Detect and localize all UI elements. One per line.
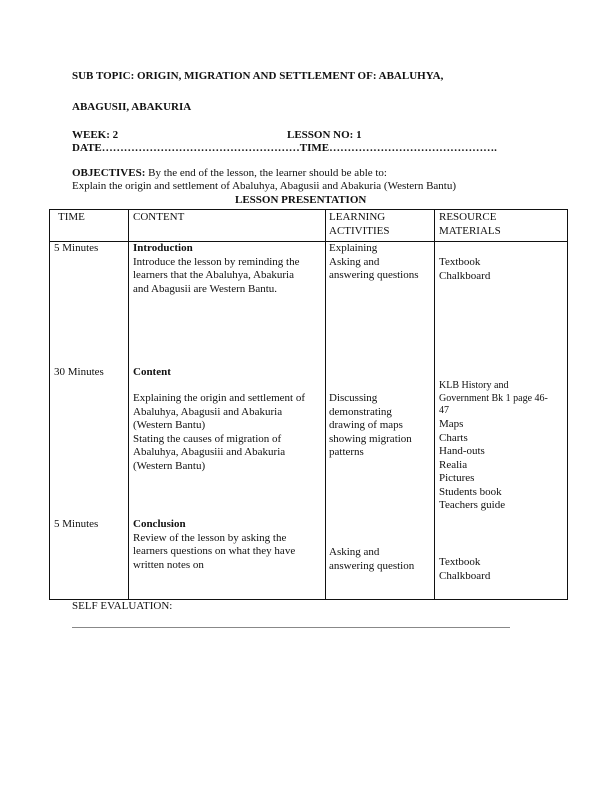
self-evaluation-label: SELF EVALUATION: (72, 600, 173, 612)
objectives-label: OBJECTIVES: (72, 167, 146, 179)
resource-line: Chalkboard (439, 569, 491, 582)
resource-line: Charts (439, 431, 468, 444)
resource-line: Government Bk 1 page 46- (439, 392, 548, 404)
activity-line: Asking and (329, 546, 380, 558)
row1-activities (329, 242, 419, 283)
presentation-title: LESSON PRESENTATION (235, 194, 367, 206)
row2-title: Content (133, 366, 171, 378)
subtopic-line2: ABAGUSII, ABAKURIA (72, 101, 192, 113)
lesson-no: LESSON NO: 1 (287, 129, 362, 141)
header-activities-2: ACTIVITIES (329, 225, 390, 237)
content-line: learners questions on what they have (133, 545, 296, 557)
row3-resources (439, 556, 490, 583)
activity-line: Discussing (329, 392, 378, 404)
content-line: Stating the causes of migration of (133, 432, 282, 445)
activity-line: Asking and (329, 255, 380, 268)
content-line: (Western Bantu) (133, 459, 206, 472)
row2-activities (329, 392, 412, 460)
row2-content (133, 392, 305, 473)
self-evaluation-line (72, 627, 510, 628)
row3-title: Conclusion (133, 518, 186, 530)
content-line: written notes on (133, 558, 204, 571)
header-time: TIME (58, 211, 85, 223)
row2-resources-book (439, 380, 548, 418)
resource-line: Maps (439, 418, 464, 430)
resource-line: Textbook (439, 256, 481, 268)
resource-line: Students book (439, 485, 502, 498)
header-resources-1: RESOURCE (439, 211, 497, 223)
row1-title: Introduction (133, 242, 193, 254)
activity-line: Explaining (329, 242, 378, 254)
objectives (72, 167, 387, 181)
resource-line: Textbook (439, 556, 481, 568)
header-resources-2: MATERIALS (439, 225, 501, 237)
objectives-text: By the end of the lesson, the learner should be able to: (145, 167, 387, 179)
content-line: Review of the lesson by asking the (133, 531, 287, 544)
subtopic-line1: SUB TOPIC: ORIGIN, MIGRATION AND SETTLEMENT OF: ABALUHYA, (72, 70, 444, 82)
content-line: and Abagusii are Western Bantu. (133, 282, 278, 295)
week: WEEK: 2 (72, 129, 119, 141)
activity-line: patterns (329, 446, 364, 458)
activity-line: answering questions (329, 269, 419, 281)
resource-line: 47 (439, 405, 449, 416)
resource-line: Hand-outs (439, 445, 485, 457)
activity-line: drawing of maps (329, 419, 403, 431)
row2-time: 30 Minutes (54, 366, 104, 378)
content-line: learners that the Abaluhya, Abakuria (133, 269, 294, 281)
content-line: Introduce the lesson by reminding the (133, 255, 300, 268)
header-activities-1: LEARNING (329, 211, 386, 223)
date-time: DATE………………………………………………TIME………………………………………. (72, 142, 497, 154)
row3-time: 5 Minutes (54, 518, 99, 530)
resource-line: Pictures (439, 472, 475, 484)
header-content: CONTENT (133, 211, 185, 223)
content-line: Abaluhya, Abagusii and Abakuria (133, 405, 283, 418)
column-divider (434, 209, 435, 600)
activity-line: showing migration (329, 432, 412, 445)
resource-line: KLB History and (439, 380, 509, 391)
objective-1: Explain the origin and settlement of Abaluhya, Abagusii and Abakuria (Western Bantu) (72, 180, 457, 192)
content-line: Explaining the origin and settlement of (133, 392, 305, 404)
resource-line: Realia (439, 458, 468, 471)
row1-resources (439, 256, 490, 283)
column-divider (128, 209, 129, 600)
row1-content (133, 242, 300, 296)
content-line: (Western Bantu) (133, 419, 206, 431)
row2-resources (439, 418, 505, 513)
row1-time: 5 Minutes (54, 242, 99, 254)
header-divider (49, 241, 568, 242)
resource-line: Teachers guide (439, 499, 506, 511)
row3-content (133, 518, 295, 572)
content-line: Abaluhya, Abagusiii and Abakuria (133, 446, 286, 458)
row3-activities (329, 546, 414, 573)
activity-line: demonstrating (329, 405, 392, 418)
activity-line: answering question (329, 559, 415, 572)
resource-line: Chalkboard (439, 269, 491, 282)
column-divider (325, 209, 326, 600)
